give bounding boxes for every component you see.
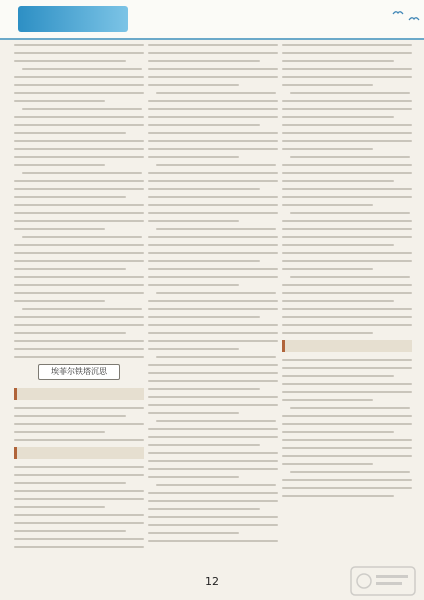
brand-logo <box>18 6 128 32</box>
section-header <box>282 340 412 352</box>
brand-logo-text <box>18 6 128 32</box>
header-subtitle <box>138 11 388 27</box>
section-header <box>14 447 144 459</box>
text-column-left <box>14 44 144 574</box>
page-number: 12 <box>205 575 219 588</box>
text-column-middle <box>148 44 278 574</box>
watermark-logo <box>350 566 416 596</box>
bird-icon <box>392 8 404 18</box>
text-column-right <box>282 44 412 574</box>
section-heading-pill: 埃菲尔铁塔沉思 <box>38 364 120 380</box>
bird-icon <box>408 14 420 24</box>
page-header <box>0 0 424 40</box>
section-header <box>14 388 144 400</box>
